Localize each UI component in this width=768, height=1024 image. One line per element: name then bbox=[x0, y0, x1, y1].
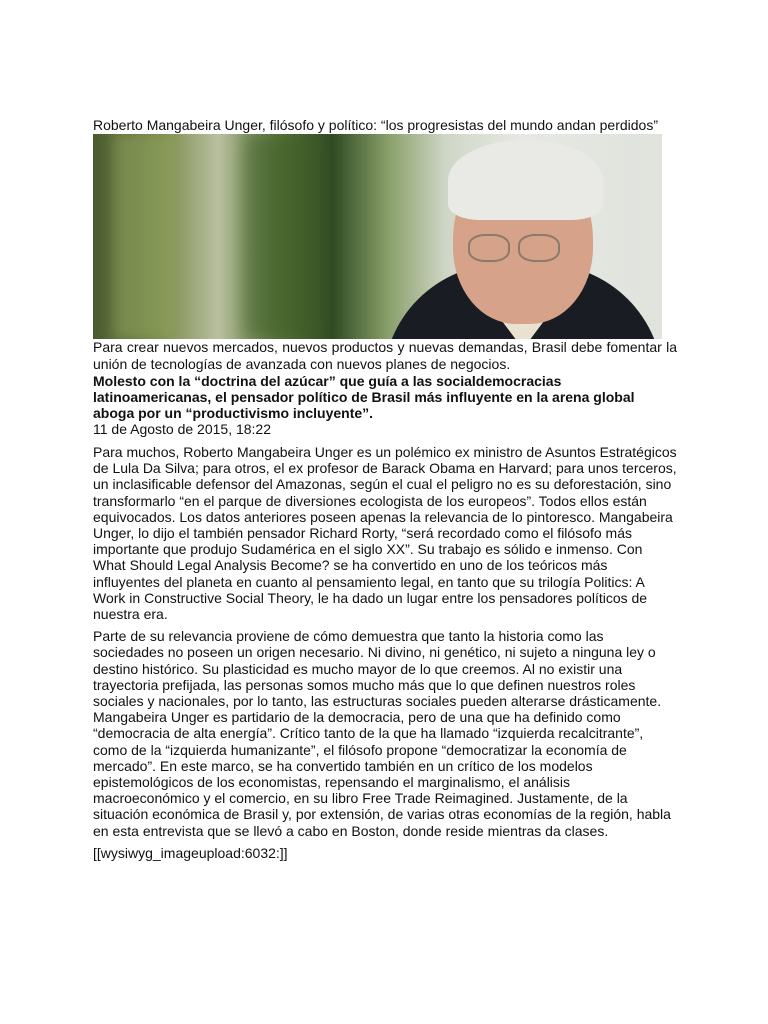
photo-caption: Para crear nuevos mercados, nuevos productos y nuevas demandas, Brasil debe fomentar la unión de tecnologías de avanzada con nuevos planes de negocios. bbox=[93, 339, 677, 372]
article-date: 11 de Agosto de 2015, 18:22 bbox=[93, 421, 272, 437]
article bbox=[93, 117, 677, 861]
photo-glasses-left bbox=[468, 234, 510, 262]
article-paragraph: Parte de su relevancia proviene de cómo demuestra que tanto la historia como las sociedades no poseen un origen necesario. Ni divino, ni genético, ni sujeto a ninguna ley o destino histórico. Su plasticidad es mucho mayor de lo que creemos. Al no existir una trayectoria prefijada, las personas somos mucho más que lo que definen nuestros roles sociales y nacionales, por lo tanto, las estructuras sociales pueden alterarse drásticamente. Mangabeira Unger es partidario de la democracia, pero de una que ha definido como “democracia de alta energía”. Crítico tanto de la que ha llamado “izquierda recalcitrante”, como de la “izquierda humanizante”, el filósofo propone “democratizar la economía de mercado”. En este marco, se ha convertido también en un crítico de los modelos epistemológicos de los economistas, repensando el marginalismo, el análisis macroeconómico y el comercio, en su libro Free Trade Reimagined. Justamente, de la situación económica de Brasil y, por extensión, de varias otras economías de la región, habla en esta entrevista que se llevó a cabo en Boston, donde reside mientras da clases. bbox=[93, 628, 671, 839]
article-title: Roberto Mangabeira Unger, filósofo y político: “los progresistas del mundo andan perdidos” bbox=[93, 117, 658, 133]
photo-background-foliage-dark bbox=[243, 134, 323, 339]
article-lede: Molesto con la “doctrina del azúcar” que guía a las socialdemocracias latinoamericanas, el pensador político de Brasil más influyente en la arena global aboga por un “productivismo incluyente”. bbox=[93, 373, 635, 421]
image-upload-placeholder: [[wysiwyg_imageupload:6032:]] bbox=[93, 844, 288, 861]
photo-background-foliage bbox=[113, 134, 173, 339]
article-paragraph: Para muchos, Roberto Mangabeira Unger es un polémico ex ministro de Asuntos Estratégicos de Lula Da Silva; para otros, el ex profesor de Barack Obama en Harvard; para unos terceros, un inclasificable defensor del Amazonas, según el cual el peligro no es su deforestación, sino transformarlo “en el parque de diversiones ecologista de los europeos”. Todos ellos están equivocados. Los datos anteriores poseen apenas la relevancia de lo pintoresco. Mangabeira Unger, lo dijo el también pensador Richard Rorty, “será recordado como el filósofo más importante que produjo Sudamérica en el siglo XX”. Su trabajo es sólido e inmenso. Con What Should Legal Analysis Become? se ha convertido en uno de los teóricos más influyentes del planeta en cuanto al pensamiento legal, en tanto que su trilogía Politics: A Work in Constructive Social Theory, le ha dado un lugar entre los pensadores políticos de nuestra era. bbox=[93, 444, 677, 623]
article-photo bbox=[93, 134, 662, 339]
photo-glasses-right bbox=[518, 234, 560, 262]
photo-hair bbox=[448, 140, 603, 220]
